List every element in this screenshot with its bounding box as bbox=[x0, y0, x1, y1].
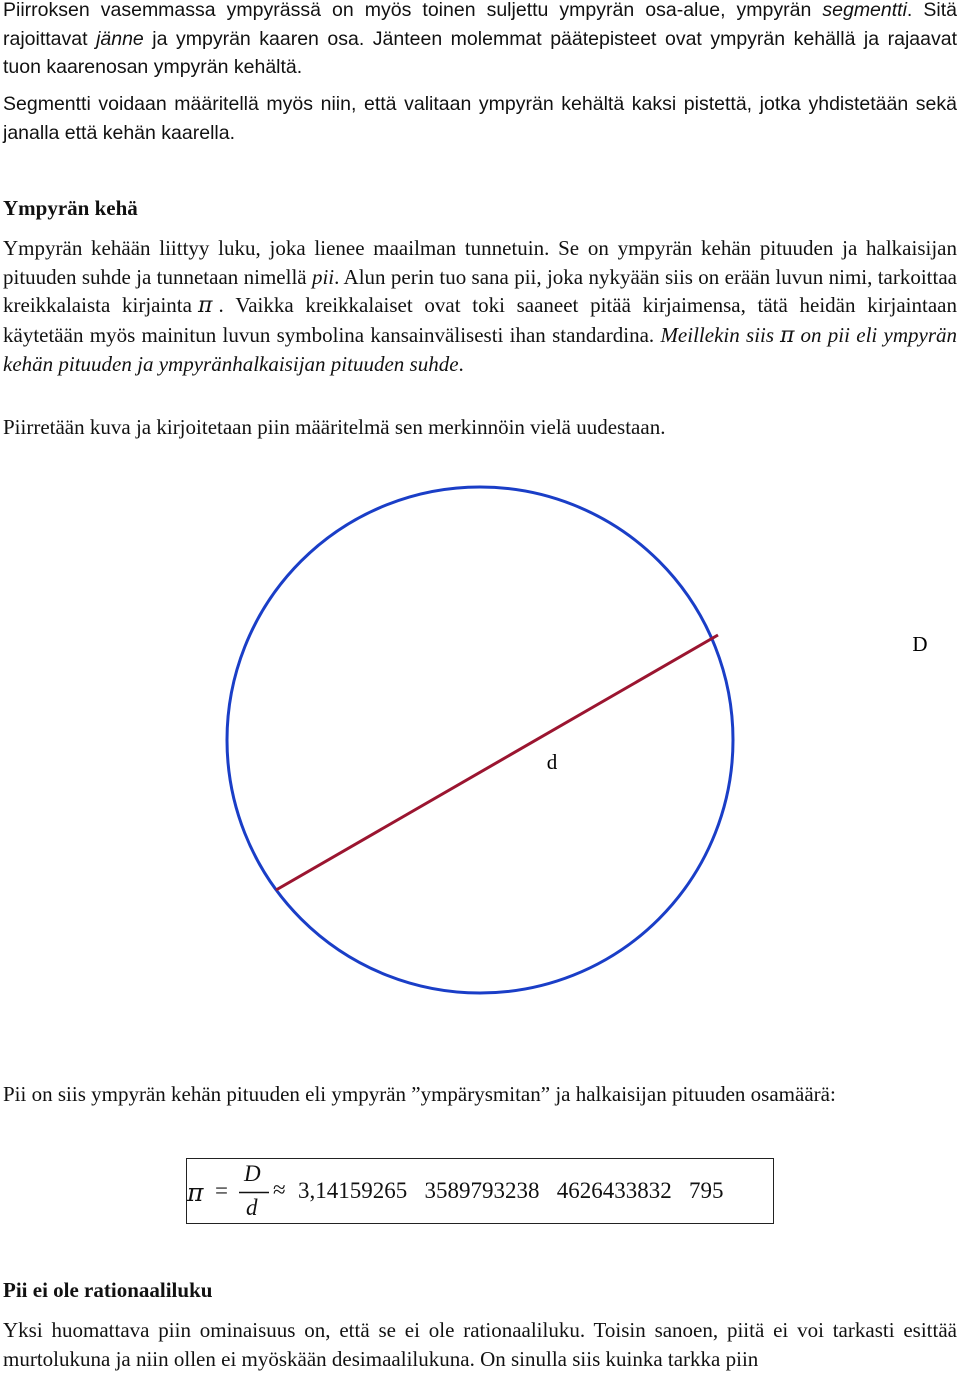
formula-pi-value: 3,14159265 3589793238 4626433832 795 bbox=[298, 1178, 724, 1203]
pi-symbol: π bbox=[780, 322, 795, 348]
intro-paragraph: Piirroksen vasemmassa ympyrässä on myös toinen suljettu ympyrän osa-alue, ympyrän segmentti. Sitä rajoittavat jänne ja ympyrän kaaren osa. Jänteen molemmat päätepisteet ovat ympyrän kehällä ja rajaavat tuon kaarenosan ympyrän kehältä. bbox=[3, 0, 957, 78]
term-janne: jänne bbox=[96, 27, 144, 50]
label-D: D bbox=[912, 632, 928, 656]
formula-numerator: D bbox=[244, 1161, 261, 1186]
formula-denominator: d bbox=[246, 1195, 258, 1220]
segment-definition-paragraph: Segmentti voidaan määritellä myös niin, että valitaan ympyrän kehältä kaksi pistettä, jotka yhdistetään sekä janalla että kehän kaarella. bbox=[3, 93, 957, 144]
circle bbox=[227, 487, 733, 993]
irrational-paragraph: Yksi huomattava piin ominaisuus on, että se ei ole rationaaliluku. Toisin sanoen, piitä ei voi tarkasti esittää murtolukuna ja niin ollen ei myöskään desimaalilukuna. On sinulla siis kuinka tarkka piin bbox=[3, 1318, 957, 1371]
formula-approx: ≈ bbox=[273, 1177, 286, 1202]
section-heading-pii-ei-ole: Pii ei ole rationaaliluku bbox=[3, 1278, 213, 1302]
formula-equals: = bbox=[215, 1178, 228, 1203]
pi-symbol: π bbox=[197, 293, 213, 318]
section-heading-ympyran-keha: Ympyrän kehä bbox=[3, 196, 138, 220]
term-segmentti: segmentti bbox=[822, 0, 907, 21]
diameter-chord bbox=[276, 635, 718, 890]
pi-intro-paragraph: Ympyrän kehään liittyy luku, joka lienee maailman tunnetuin. Se on ympyrän kehän pituuden ja halkaisijan pituuden suhde ja tunnetaan nimellä pii. Alun perin tuo sana pii, joka nykyään siis on erään luvun nimi, tarkoittaa kreikkalaista kirjainta π . Vaikka kreikkalaiset ovat toki saaneet pitää kirjaimensa, tätä heidän kirjaintaan käytetään myös mainitun luvun symbolina kansainvälisesti ihan standardina. Meillekin siis π on pii eli ympyrän kehän pituuden ja ympyränhalkaisijan pituuden suhde. bbox=[3, 236, 958, 376]
fraction-bar bbox=[239, 1191, 269, 1194]
formula-pi: π bbox=[187, 1178, 204, 1207]
pi-formula-box bbox=[186, 1158, 774, 1224]
formula-intro-paragraph: Pii on siis ympyrän kehän pituuden eli ympyrän ”ympärysmitan” ja halkaisijan pituuden osamäärä: bbox=[3, 1082, 836, 1106]
figure-intro-paragraph: Piirretään kuva ja kirjoitetaan piin määritelmä sen merkinnöin vielä uudestaan. bbox=[3, 415, 666, 439]
circle-diagram bbox=[0, 480, 960, 1070]
label-d: d bbox=[546, 750, 558, 774]
